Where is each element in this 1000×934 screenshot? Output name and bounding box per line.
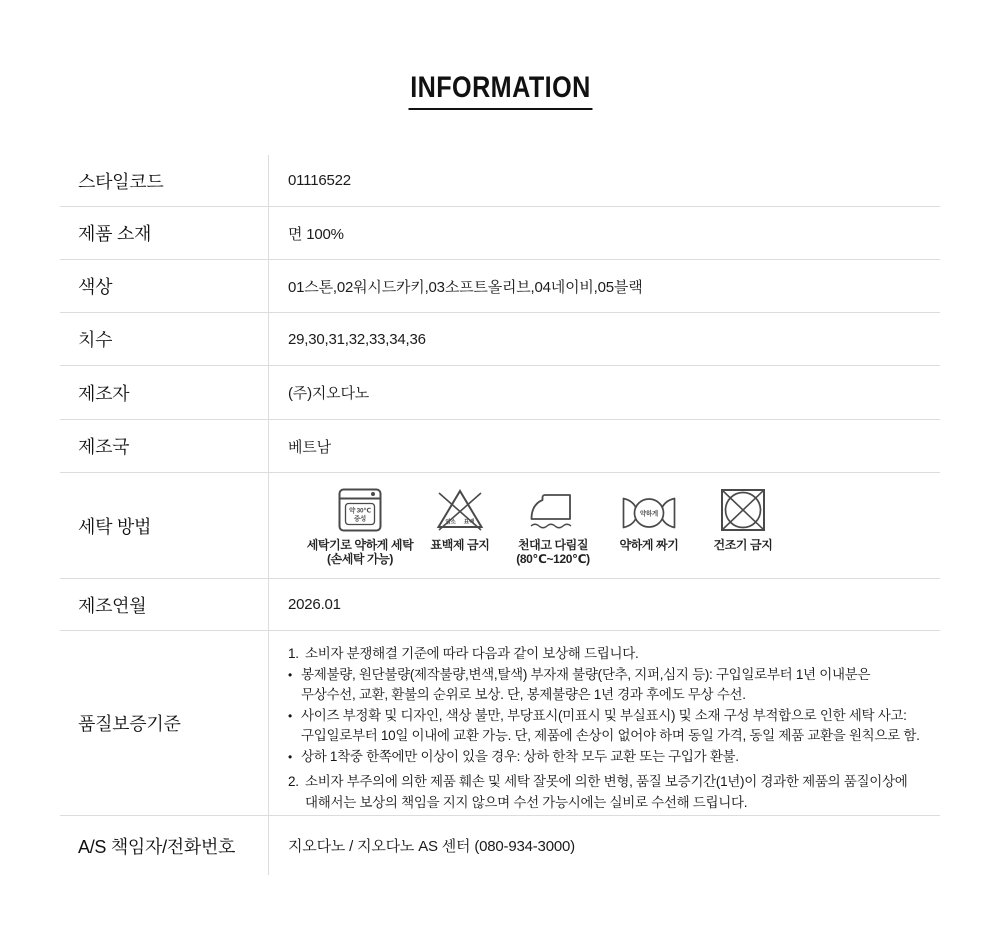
product-info-table [60, 155, 940, 875]
iron-icon [527, 488, 579, 532]
no-tumble-dry-icon [720, 488, 766, 532]
care-item-no-bleach [420, 486, 500, 552]
svg-text:약하게: 약하게 [640, 510, 658, 517]
warranty-text [268, 631, 940, 813]
care-item-machine-wash [304, 486, 416, 566]
care-item-no-tumble-dry [696, 486, 790, 552]
svg-text:표백: 표백 [463, 519, 475, 525]
warranty-item: • 봉제불량, 원단불량(제작불량,변색,탈색) 부자재 불량(단추, 지퍼,심지 등): 구입일로부터 1년 이내분은 무상수선, 교환, 환불의 순위로 보상. 단, 봉제불량은 1년 경과 후에도 무상 수선. [288, 666, 871, 702]
warranty-item: • 상하 1착중 한쪽에만 이상이 있을 경우: 상하 한착 모두 교환 또는 구입가 환불. [288, 748, 739, 764]
no-bleach-icon [436, 486, 484, 532]
table-row-country [60, 419, 940, 472]
machine-wash-icon [338, 488, 382, 532]
table-row-care-instructions [60, 472, 940, 578]
table-row-color [60, 259, 940, 312]
row-label: 치수 [78, 330, 113, 350]
care-caption: 약하게 짜기 [619, 537, 679, 552]
table-row-manufacture-date [60, 578, 940, 630]
row-value: (주)지오다노 [288, 385, 370, 402]
wring-icon [620, 494, 678, 532]
row-value: 01116522 [288, 172, 351, 189]
warranty-item: 2. 소비자 부주의에 의한 제품 훼손 및 세탁 잘못에 의한 변형, 품질 보증기간(1년)이 경과한 제품의 품질이상에 대해서는 보상의 책임을 지지 않으며 수선 가능시에는 실비로 수선해 드립니다. [288, 774, 908, 810]
row-label: 색상 [78, 277, 113, 297]
row-value: 면 100% [288, 225, 344, 243]
row-label: 스타일코드 [78, 171, 164, 192]
row-value: 2026.01 [288, 596, 341, 613]
row-label: 제조국 [78, 437, 130, 457]
svg-text:중성: 중성 [354, 515, 366, 522]
row-label: 세탁 방법 [78, 516, 152, 537]
table-row-as-contact [60, 815, 940, 875]
row-value: 29,30,31,32,33,34,36 [288, 330, 426, 348]
row-label: 제조연월 [78, 595, 147, 616]
care-item-iron [504, 486, 602, 566]
table-row-size [60, 312, 940, 365]
title-wrap [0, 72, 1000, 110]
table-row-material [60, 206, 940, 259]
table-row-manufacturer [60, 365, 940, 419]
row-value: 베트남 [288, 438, 331, 456]
care-icon-strip [288, 486, 794, 566]
table-row-warranty [60, 630, 940, 815]
row-label: 제품 소재 [78, 224, 152, 244]
row-value: 01스톤,02워시드카키,03소프트올리브,04네이비,05블랙 [288, 278, 643, 296]
column-divider [268, 155, 269, 875]
row-value: 지오다노 / 지오다노 AS 센터 (080-934-3000) [288, 838, 575, 855]
table-row-style-code [60, 155, 940, 206]
care-icons-cell [268, 473, 940, 578]
care-caption: 천대고 다림질 (80℃~120℃) [516, 537, 590, 566]
care-caption: 건조기 금지 [713, 537, 773, 552]
row-label: A/S 책임자/전화번호 [78, 836, 236, 857]
care-caption: 세탁기로 약하게 세탁 (손세탁 가능) [306, 537, 414, 566]
care-caption: 표백제 금지 [430, 537, 490, 552]
svg-text:약 30℃: 약 30℃ [349, 507, 371, 514]
warranty-item: 1. 소비자 분쟁해결 기준에 따라 다음과 같이 보상해 드립니다. [288, 646, 639, 661]
warranty-item: • 사이즈 부정확 및 디자인, 색상 불만, 부당표시(미표시 및 부실표시) 및 소재 구성 부적합으로 인한 세탁 사고: 구입일로부터 10일 이내에 교환 가능. 단, 제품에 손상이 없어야 하며 동일 가격, 동일 제품 교환을 원칙으로 함. [288, 707, 920, 743]
row-label: 제조자 [78, 383, 130, 404]
care-item-wring-gently [606, 486, 692, 552]
row-label: 품질보증기준 [78, 714, 181, 734]
svg-text:염소: 염소 [445, 519, 456, 525]
page-title: INFORMATION [408, 72, 592, 110]
